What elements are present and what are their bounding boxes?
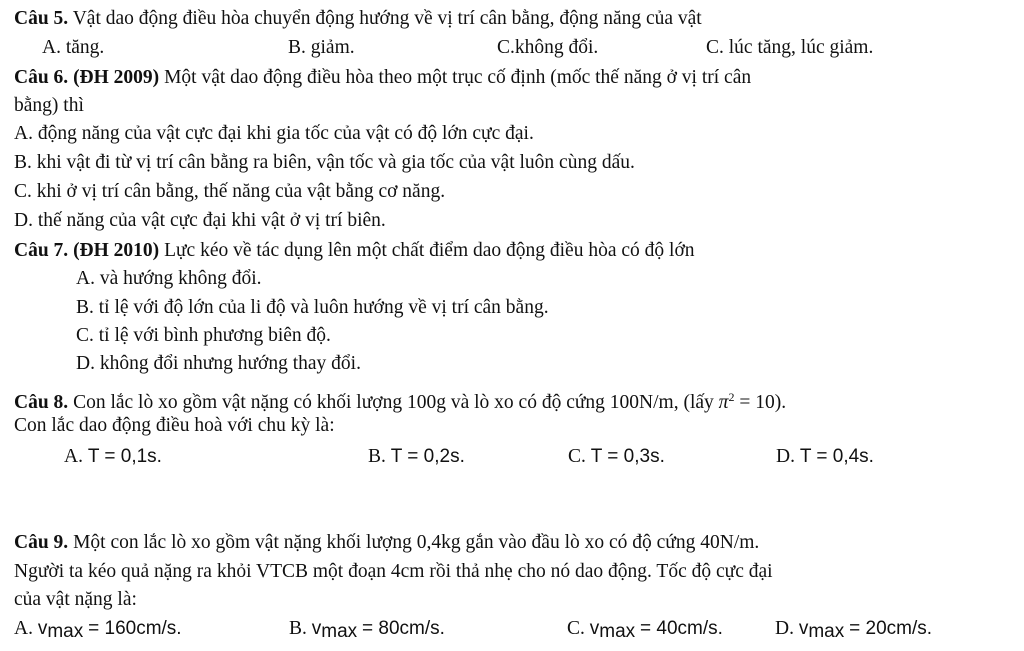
q8-option-b-letter: B. [368,446,386,467]
q6-stem-line1 [14,66,751,90]
q9-stem-line1 [14,531,759,555]
q5-stem [14,7,702,31]
q5-options [0,36,1024,60]
q5-label: Câu 5. [14,8,69,29]
q8-stem-line2: Con lắc dao động điều hoà với chu kỳ là: [14,415,335,436]
q9-label: Câu 9. [14,532,69,553]
q6-option-b: B. khi vật đi từ vị trí cân bằng ra biên, vận tốc và gia tốc của vật luôn cùng dấu. [14,152,635,173]
q8-pi-symbol: π [718,392,729,413]
q8-option-a-value: T = 0,1s. [87,446,162,467]
q6-text-line1: Một vật dao động điều hòa theo một trục cố định (mốc thế năng ở vị trí cân [164,67,752,88]
q7-option-a: A. và hướng không đổi. [76,268,262,289]
q7-stem [14,239,695,263]
q9-option-d [775,617,932,644]
q9-option-c-symbol: v [589,618,600,639]
q6-stem-line2: bằng) thì [14,95,84,116]
q9-option-a [14,617,182,644]
q8-option-c-letter: C. [568,446,586,467]
q8-option-d [776,445,874,469]
q8-option-c-value: T = 0,3s. [590,446,665,467]
q9-option-c [567,617,723,644]
q7-option-b: B. tỉ lệ với độ lớn của li độ và luôn hướng về vị trí cân bằng. [76,297,549,318]
q9-option-b-subscript: max [321,621,358,642]
q9-text-line1: Một con lắc lò xo gồm vật nặng khối lượng 0,4kg gắn vào đầu lò xo có độ cứng 40N/m. [73,532,760,553]
q8-label: Câu 8. [14,392,69,413]
q8-option-b-value: T = 0,2s. [390,446,465,467]
q5-option-c: C.không đổi. [497,37,599,58]
q5-option-b: B. giảm. [288,37,355,58]
q9-option-b-letter: B. [289,618,307,639]
q9-option-b-symbol: v [311,618,322,639]
q9-option-c-letter: C. [567,618,585,639]
q5-option-d: C. lúc tăng, lúc giảm. [706,37,874,58]
q9-option-a-subscript: max [47,621,84,642]
q7-text: Lực kéo về tác dụng lên một chất điểm dao động điều hòa có độ lớn [164,240,695,261]
q8-option-b [368,445,465,469]
q9-option-d-symbol: v [798,618,809,639]
q5-option-a: A. tăng. [42,37,105,58]
q9-options [0,617,1024,641]
q9-stem-line3: của vật nặng là: [14,589,137,610]
q6-option-a: A. động năng của vật cực đại khi gia tốc của vật có độ lớn cực đại. [14,123,534,144]
q9-option-d-subscript: max [808,621,845,642]
q9-option-c-subscript: max [599,621,636,642]
q8-option-a [64,445,162,469]
q8-option-d-value: T = 0,4s. [799,446,874,467]
q9-option-d-value: = 20cm/s. [849,618,933,639]
q8-options [0,445,1024,469]
q6-label: Câu 6. [14,67,69,88]
q9-stem-line2: Người ta kéo quả nặng ra khỏi VTCB một đoạn 4cm rồi thả nhẹ cho nó dao động. Tốc độ cực đại [14,561,773,582]
q8-stem-line1 [14,385,786,415]
q9-option-b-value: = 80cm/s. [362,618,445,639]
q6-option-c: C. khi ở vị trí cân bằng, thế năng của vật bằng cơ năng. [14,181,446,202]
q8-option-c [568,445,665,469]
q9-option-c-value: = 40cm/s. [640,618,723,639]
q7-option-c: C. tỉ lệ với bình phương biên độ. [76,325,331,346]
q9-option-d-letter: D. [775,618,794,639]
q9-option-b [289,617,445,644]
q5-text: Vật dao động điều hòa chuyển động hướng về vị trí cân bằng, động năng của vật [72,8,702,29]
q9-option-a-value: = 160cm/s. [88,618,182,639]
q7-option-d: D. không đổi nhưng hướng thay đổi. [76,353,361,374]
q8-text-line1: Con lắc lò xo gồm vật nặng có khối lượng 100g và lò xo có độ cứng 100N/m, (lấy [73,392,714,413]
q8-option-d-letter: D. [776,446,795,467]
q9-option-a-letter: A. [14,618,33,639]
q8-pi-exponent: 2 [728,390,735,404]
q9-option-a-symbol: v [37,618,48,639]
q7-source: (ĐH 2010) [73,240,160,261]
q8-pi-rest: = 10). [739,392,787,413]
q8-option-a-letter: A. [64,446,83,467]
q6-option-d: D. thế năng của vật cực đại khi vật ở vị trí biên. [14,210,386,231]
q7-label: Câu 7. [14,240,69,261]
q6-source: (ĐH 2009) [73,67,160,88]
